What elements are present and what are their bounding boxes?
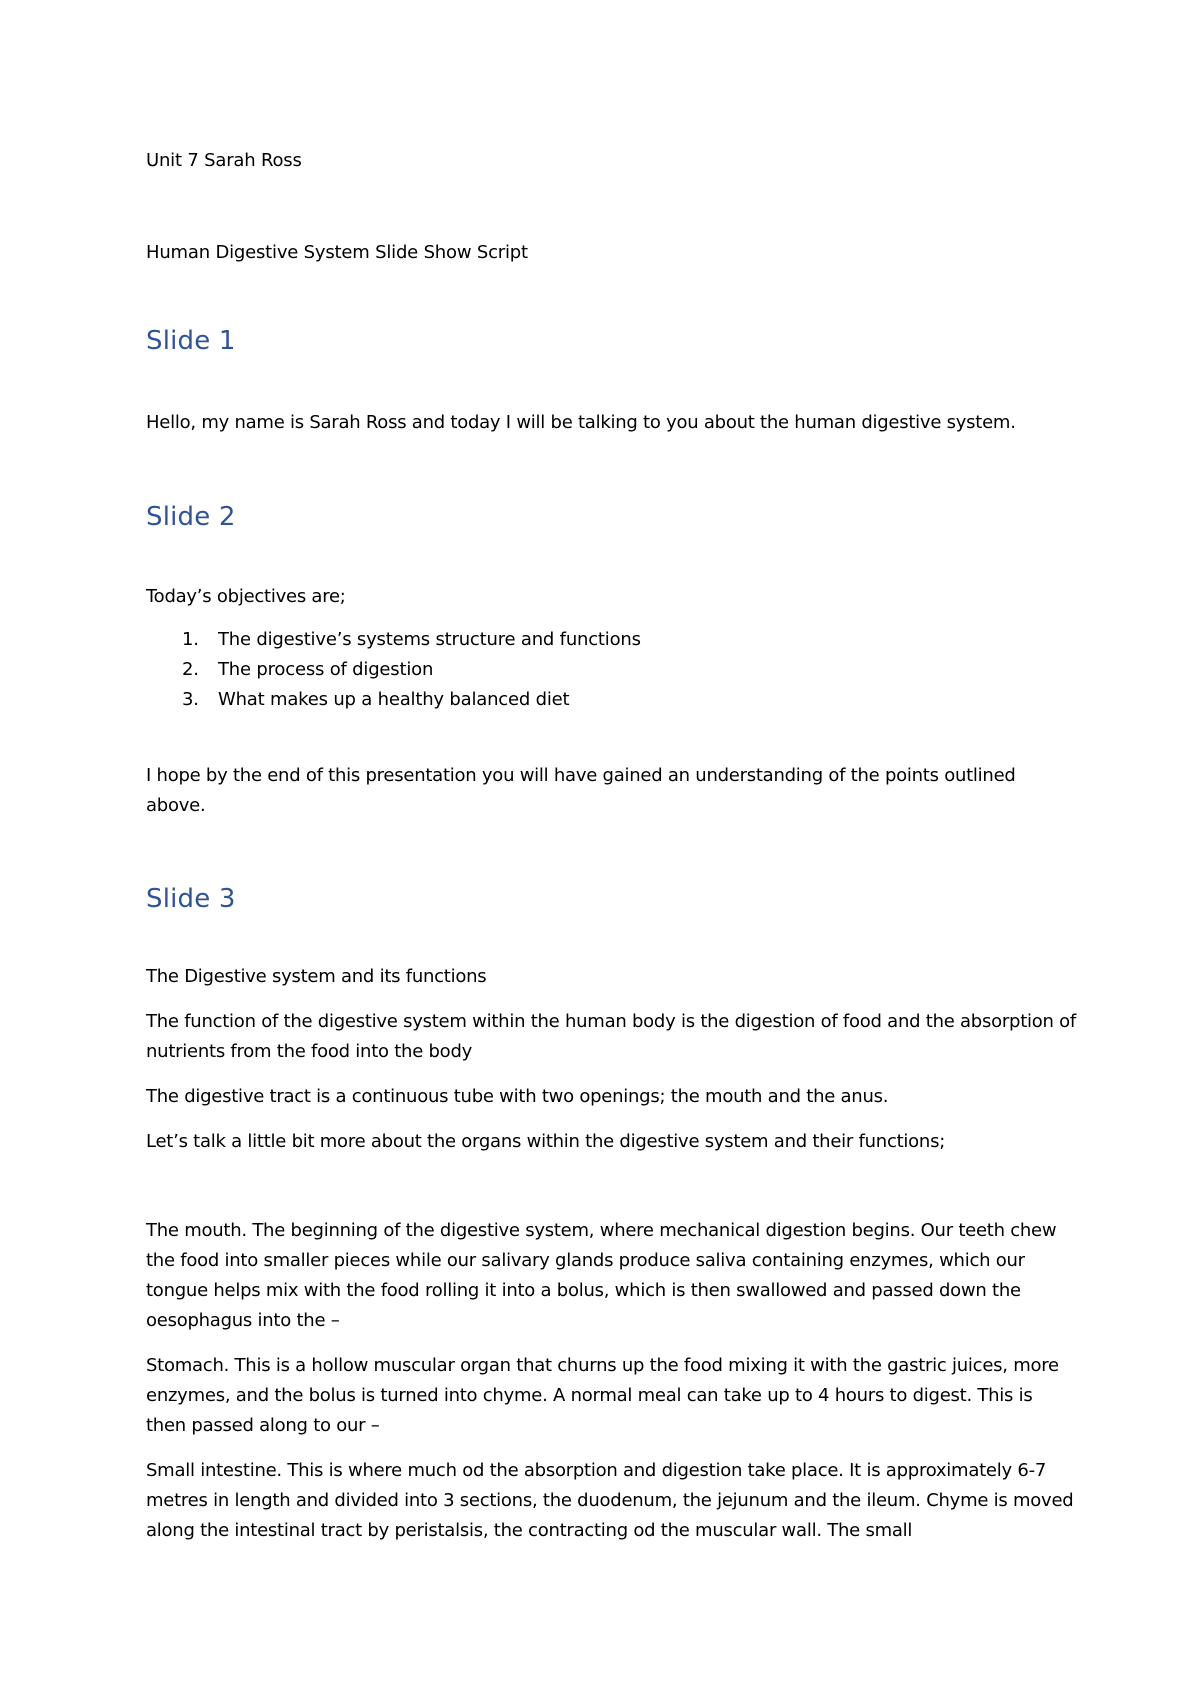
slide-2-lead: Today’s objectives are; — [146, 586, 346, 607]
slide-2-closing: I hope by the end of this presentation you will have gained an understanding of the points outlined above. — [146, 765, 1016, 816]
slide-3-subtitle: The Digestive system and its functions — [146, 966, 487, 987]
list-number: 1. — [182, 629, 199, 650]
document-body — [146, 146, 1076, 1561]
organ-paragraph-mouth: The mouth. The beginning of the digestive system, where mechanical digestion begins. Our teeth chew the food into smaller pieces while our salivary glands produce saliva containing enzymes, which our tongue helps mix with the food rolling it into a bolus, which is then swallowed and passed down the oesophagus into the – — [146, 1220, 1057, 1331]
list-item — [146, 655, 1076, 685]
list-number: 2. — [182, 659, 199, 680]
slide-1-heading: Slide 1 — [146, 326, 236, 356]
list-item-text: The process of digestion — [218, 659, 434, 680]
slide-3-paragraph: Let’s talk a little bit more about the organs within the digestive system and their functions; — [146, 1131, 946, 1152]
slide-1-intro: Hello, my name is Sarah Ross and today I will be talking to you about the human digestive system. — [146, 412, 1016, 433]
list-number: 3. — [182, 689, 199, 710]
objectives-list — [146, 625, 1076, 715]
slide-2-heading: Slide 2 — [146, 502, 236, 532]
document-title: Human Digestive System Slide Show Script — [146, 242, 528, 263]
organ-paragraph-small-intestine: Small intestine. This is where much od the absorption and digestion take place. It is approximately 6-7 metres in length and divided into 3 sections, the duodenum, the jejunum and the ileum. Chyme is moved along the intestinal tract by peristalsis, the contracting od the muscular wall. The small — [146, 1460, 1074, 1541]
author-line: Unit 7 Sarah Ross — [146, 150, 302, 171]
list-item — [146, 685, 1076, 715]
slide-3-paragraph: The function of the digestive system within the human body is the digestion of food and the absorption of nutrients from the food into the body — [146, 1011, 1076, 1062]
list-item-text: The digestive’s systems structure and functions — [218, 629, 641, 650]
slide-3-heading: Slide 3 — [146, 884, 236, 914]
slide-3-paragraph: The digestive tract is a continuous tube with two openings; the mouth and the anus. — [146, 1086, 889, 1107]
organ-paragraph-stomach: Stomach. This is a hollow muscular organ that churns up the food mixing it with the gastric juices, more enzymes, and the bolus is turned into chyme. A normal meal can take up to 4 hours to digest. This is then passed along to our – — [146, 1355, 1059, 1436]
list-item-text: What makes up a healthy balanced diet — [218, 689, 570, 710]
list-item — [146, 625, 1076, 655]
